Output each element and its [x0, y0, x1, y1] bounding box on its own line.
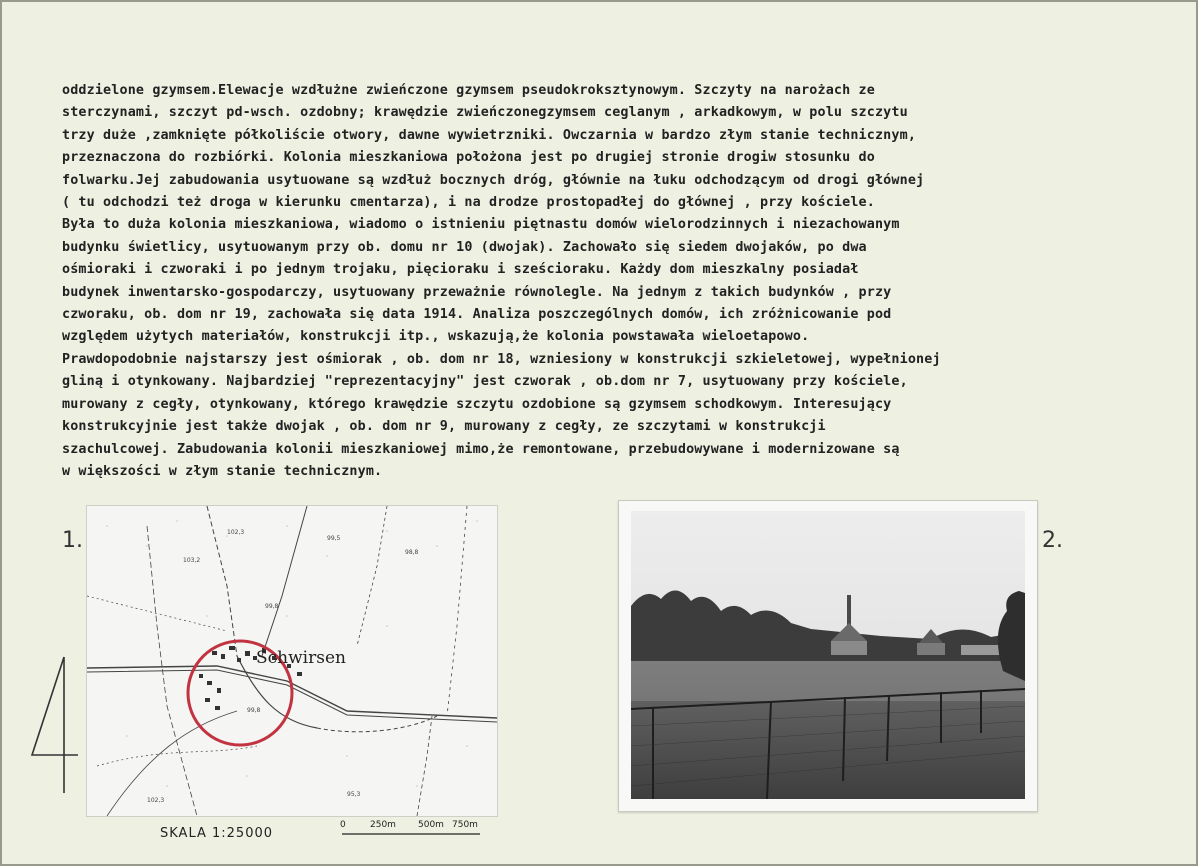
text-line: konstrukcyjnie jest także dwojak , ob. dom nr 9, murowany z cegły, ze szczytami w konstrukcji	[62, 419, 826, 435]
text-line: w większości w złym stanie technicznym.	[62, 463, 383, 479]
scale-tick: 0	[340, 820, 346, 830]
figure-1-label: 1.	[62, 528, 83, 553]
text-line: względem użytych materiałów, konstrukcji itp., wskazują,że kolonia powstawała wieloetapowo.	[62, 329, 810, 345]
photo-frame	[618, 500, 1038, 812]
svg-text:99,5: 99,5	[327, 535, 341, 542]
svg-text:103,2: 103,2	[183, 557, 201, 564]
scale-tick: 250m	[370, 820, 396, 830]
svg-text:99,8: 99,8	[265, 603, 279, 610]
figure-2-label: 2.	[1042, 528, 1063, 553]
text-line: Prawdopodobnie najstarszy jest ośmiorak , ob. dom nr 18, wzniesiony w konstrukcji szkieletowej, wypełnionej	[62, 351, 941, 367]
scale-tick: 750m	[452, 820, 478, 830]
text-line: ( tu odchodzi też droga w kierunku cmentarza), i na drodze prostopadłej do głównej , przy kościele.	[62, 195, 875, 211]
svg-text:99,8: 99,8	[247, 707, 261, 714]
scale-label: SKALA 1:25000	[160, 826, 274, 841]
text-line: oddzielone gzymsem.Elewacje wzdłużne zwieńczone gzymsem pseudokroksztynowym. Szczyty na narożach ze	[62, 83, 875, 98]
text-line: sterczynami, szczyt pd-wsch. ozdobny; krawędzie zwieńczonegzymsem ceglanym , arkadkowym, w polu szczytu	[62, 105, 908, 121]
text-line: Była to duża kolonia mieszkaniowa, wiadomo o istnieniu piętnastu domów wielorodzinnych i niezachowanym	[62, 217, 900, 233]
svg-text:95,3: 95,3	[347, 791, 361, 798]
svg-text:98,8: 98,8	[405, 549, 419, 556]
body-text	[62, 80, 1142, 483]
page-number-4	[26, 655, 86, 795]
text-line: czworaku, ob. dom nr 19, zachowała się data 1914. Analiza poszczególnych domów, ich zróżnicowanie pod	[62, 307, 892, 323]
text-line: przeznaczona do rozbiórki. Kolonia mieszkaniowa położona jest po drugiej stronie drogiw stosunku do	[62, 150, 875, 166]
scale-bar	[340, 820, 490, 844]
text-line: budynek inwentarsko-gospodarczy, usytuowany przeważnie równolegle. Na jednym z takich budynków , przy	[62, 284, 892, 300]
text-line: ośmioraki i czworaki i po jednym trojaku, pięcioraku i sześcioraku. Każdy dom mieszkalny posiadał	[62, 262, 859, 278]
text-line: folwarku.Jej zabudowania usytuowane są wzdłuż bocznych dróg, głównie na łuku odchodzącym od drogi głównej	[62, 172, 925, 188]
svg-text:102,3: 102,3	[147, 797, 165, 804]
text-line: gliną i otynkowany. Najbardziej "reprezentacyjny" jest czworak , ob.dom nr 7, usytuowany przy kościele,	[62, 374, 908, 390]
svg-text:102,3: 102,3	[227, 529, 245, 536]
text-line: trzy duże ,zamknięte półkoliście otwory, dawne wywietrzniki. Owczarnia w bardzo złym stanie technicznym,	[62, 127, 917, 143]
text-line: murowany z cegły, otynkowany, którego krawędzie szczytu ozdobione są gzymsem schodkowym. Interesujący	[62, 396, 892, 412]
scale-tick: 500m	[418, 820, 444, 830]
text-line: budynku świetlicy, usytuowanym przy ob. domu nr 10 (dwojak). Zachowało się siedem dwojaków, po dwa	[62, 239, 867, 255]
map-town-name: Schwirsen	[256, 648, 346, 668]
colony-photograph	[631, 511, 1025, 799]
text-line: szachulcowej. Zabudowania kolonii mieszkaniowej mimo,że remontowane, przebudowywane i modernizowane są	[62, 441, 900, 457]
